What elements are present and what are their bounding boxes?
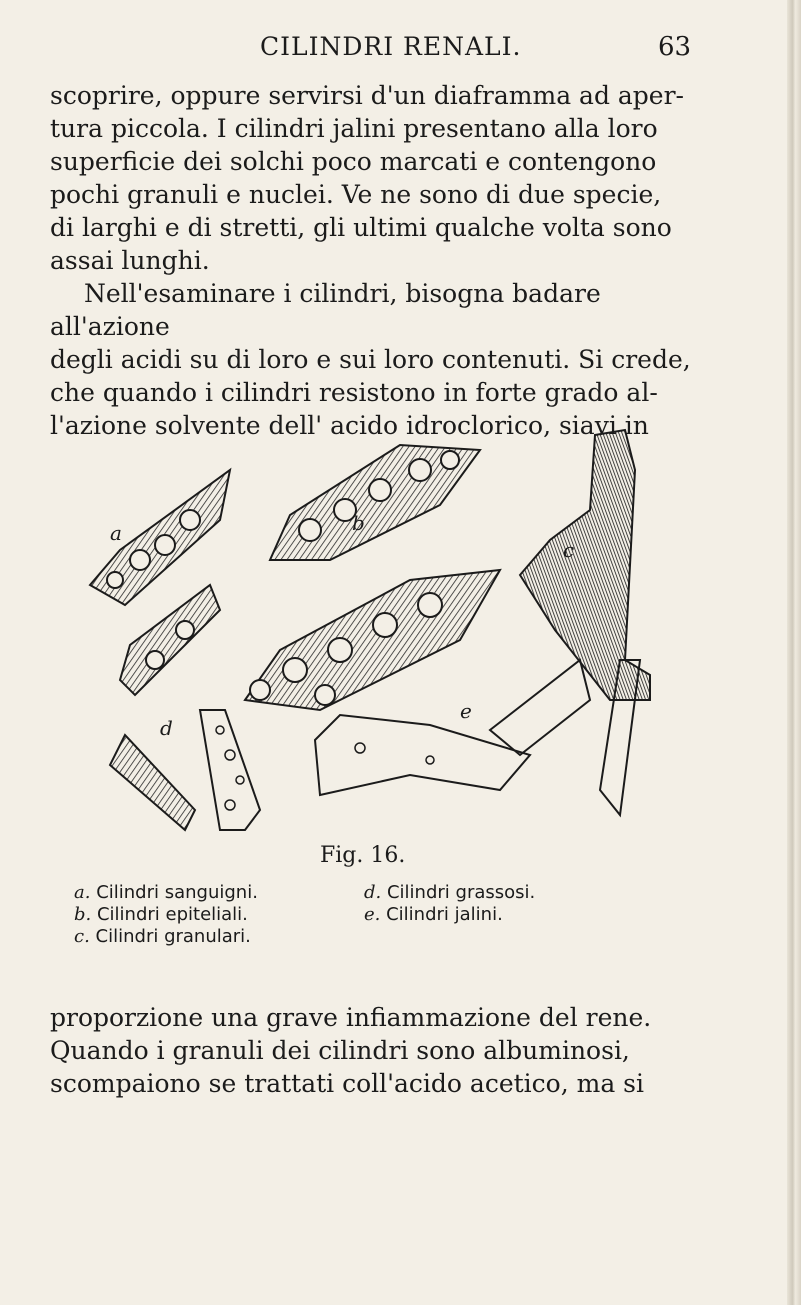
legend-letter: c. (74, 926, 90, 947)
label-b: b (352, 511, 365, 535)
label-d: d (160, 716, 173, 740)
legend-letter: b. (74, 904, 92, 925)
paragraph-1 (50, 79, 710, 277)
legend-item-c (74, 926, 364, 948)
legend-text: Cilindri jalini. (386, 904, 503, 925)
legend-letter: e. (364, 904, 381, 925)
label-e: e (460, 699, 472, 723)
cast-a-drawing (90, 470, 230, 695)
running-title: CILINDRI RENALI. (260, 32, 522, 61)
text-line: pochi granuli e nuclei. Ve ne sono di due specie, (50, 180, 662, 209)
page-number: 63 (658, 32, 692, 62)
text-line: assai lunghi. (50, 246, 210, 275)
text-line: proporzione una grave infiammazione del rene. (50, 1003, 652, 1032)
legend-text: Cilindri grassosi. (386, 882, 536, 903)
text-line: tura piccola. I cilindri jalini presentano alla loro (50, 114, 658, 143)
text-line: scompaiono se trattati coll'acido acetico, ma si (50, 1069, 644, 1098)
text-line: degli acidi su di loro e sui loro contenuti. Si crede, (50, 345, 691, 374)
legend-item-b (74, 904, 364, 926)
legend-row (74, 926, 734, 948)
body-text-bottom (50, 1001, 710, 1100)
page-edge (787, 0, 801, 1305)
legend-text: Cilindri epiteliali. (96, 904, 248, 925)
text-line: Quando i granuli dei cilindri sono albuminosi, (50, 1036, 630, 1065)
legend-letter: a. (74, 882, 91, 903)
text-line: di larghi e di stretti, gli ultimi qualche volta sono (50, 213, 672, 242)
text-line: scoprire, oppure servirsi d'un diaframma ad aper- (50, 81, 684, 110)
label-c: c (563, 538, 575, 562)
legend-row (74, 904, 734, 926)
text-line: Nell'esaminare i cilindri, bisogna badare all'azione (50, 279, 601, 341)
legend-item-a (74, 882, 364, 904)
figure-illustration (80, 410, 670, 835)
legend-row (74, 882, 734, 904)
cast-d-drawing (110, 710, 260, 830)
cast-b-drawing (245, 445, 500, 710)
legend-letter: d. (364, 882, 382, 903)
figure-legend (74, 882, 734, 948)
urinary-casts-engraving (80, 410, 670, 835)
legend-item-d (364, 882, 535, 904)
legend-text: Cilindri sanguigni. (96, 882, 258, 903)
text-line: l'azione solvente dell' acido idroclorico, siavi in (50, 411, 649, 440)
legend-text: Cilindri granulari. (95, 926, 251, 947)
label-a: a (110, 521, 122, 545)
legend-item-e (364, 904, 503, 926)
page-header (0, 28, 801, 68)
paragraph-3 (50, 1001, 710, 1100)
text-line: superficie dei solchi poco marcati e contengono (50, 147, 657, 176)
figure-caption: Fig. 16. (320, 843, 406, 868)
body-text-top (50, 79, 710, 442)
text-line: che quando i cilindri resistono in forte grado al- (50, 378, 658, 407)
